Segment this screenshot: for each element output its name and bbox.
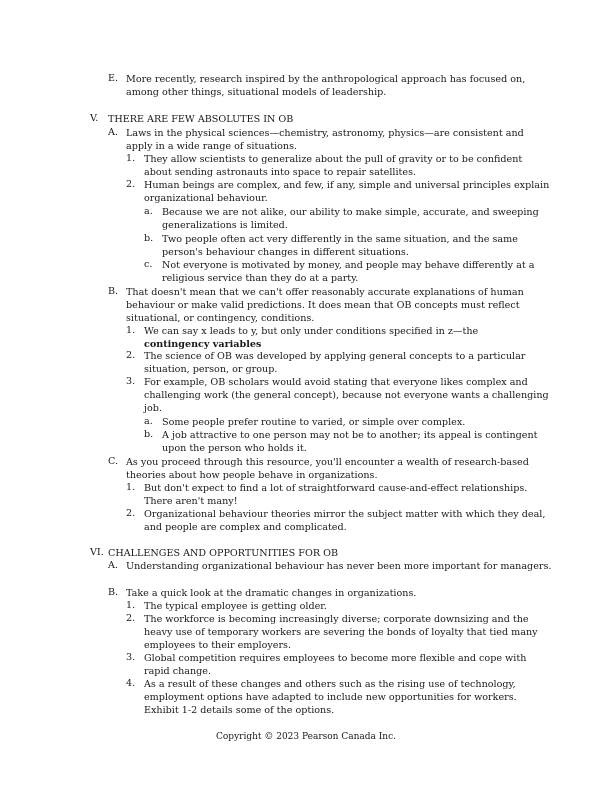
item-marker: 2. bbox=[126, 179, 136, 190]
item-text: Because we are not alike, our ability to make simple, accurate, and sweeping generalizations is limited. bbox=[162, 207, 539, 231]
section-title: THERE ARE FEW ABSOLUTES IN OB bbox=[108, 114, 294, 125]
item-marker: B. bbox=[108, 286, 119, 297]
item-marker: E. bbox=[108, 73, 119, 84]
copyright-footer: Copyright © 2023 Pearson Canada Inc. bbox=[216, 732, 396, 742]
item-marker: a. bbox=[144, 206, 153, 217]
item-text: The workforce is becoming increasingly diverse; corporate downsizing and the heavy use of temporary workers are severing the bonds of loyalty that tied many employees to their employers. bbox=[144, 614, 538, 651]
item-marker: 3. bbox=[126, 376, 136, 387]
item-text: But don't expect to find a lot of straightforward cause-and-effect relationships. There aren't many! bbox=[144, 483, 528, 507]
item-text: Laws in the physical sciences—chemistry, astronomy, physics—are consistent and apply in a wide range of situations. bbox=[126, 128, 524, 152]
item-marker: 2. bbox=[126, 350, 136, 361]
item-marker: 3. bbox=[126, 652, 136, 663]
item-text: Human beings are complex, and few, if any, simple and universal principles explain organizational behaviour. bbox=[144, 180, 550, 204]
item-marker: 4. bbox=[126, 678, 136, 689]
item-marker: 1. bbox=[126, 600, 136, 611]
item-marker: 1. bbox=[126, 153, 136, 164]
item-marker: B. bbox=[108, 587, 119, 598]
item-text: Take a quick look at the dramatic changes in organizations. bbox=[126, 588, 417, 599]
item-text: Global competition requires employees to become more flexible and cope with rapid change. bbox=[144, 653, 527, 677]
item-text: More recently, research inspired by the anthropological approach has focused on, among other things, situational models of leadership. bbox=[126, 74, 526, 98]
section-marker: V. bbox=[90, 113, 99, 124]
item-text: Two people often act very differently in the same situation, and the same person's behaviour changes in different situations. bbox=[162, 234, 518, 258]
item-marker: 1. bbox=[126, 482, 136, 493]
item-marker: A. bbox=[108, 127, 118, 138]
key-term: contingency variables bbox=[144, 339, 262, 350]
item-marker: 2. bbox=[126, 508, 136, 519]
item-text: As you proceed through this resource, you'll encounter a wealth of research-based theories about how people behave in organizations. bbox=[126, 457, 529, 481]
item-text: As a result of these changes and others such as the rising use of technology, employment options have adapted to include new opportunities for workers. Exhibit 1-2 details some of the options. bbox=[144, 679, 517, 716]
item-text: The typical employee is getting older. bbox=[144, 601, 327, 612]
item-text: That doesn't mean that we can't offer reasonably accurate explanations of human behaviour or make valid predictions. It does mean that OB concepts must reflect situational, or contingency, conditions. bbox=[126, 287, 524, 324]
item-text: They allow scientists to generalize about the pull of gravity or to be confident about sending astronauts into space to repair satellites. bbox=[144, 154, 523, 178]
item-text-main: We can say x leads to y, but only under conditions specified in z—the bbox=[144, 326, 479, 337]
section-marker: VI. bbox=[90, 547, 104, 558]
item-marker: 1. bbox=[126, 325, 136, 336]
item-text bbox=[144, 325, 552, 351]
section-title: CHALLENGES AND OPPORTUNITIES FOR OB bbox=[108, 548, 339, 559]
item-text: Not everyone is motivated by money, and people may behave differently at a religious service than they do at a party. bbox=[162, 260, 535, 284]
item-text: Understanding organizational behaviour has never been more important for managers. bbox=[126, 561, 552, 572]
item-marker: b. bbox=[144, 429, 154, 440]
item-marker: 2. bbox=[126, 613, 136, 624]
item-marker: c. bbox=[144, 259, 153, 270]
item-marker: b. bbox=[144, 233, 154, 244]
item-text: Some people prefer routine to varied, or simple over complex. bbox=[162, 417, 466, 428]
item-text: For example, OB scholars would avoid stating that everyone likes complex and challenging work (the general concept), because not everyone wants a challenging job. bbox=[144, 377, 549, 414]
item-text: A job attractive to one person may not be to another; its appeal is contingent upon the person who holds it. bbox=[162, 430, 538, 454]
item-marker: A. bbox=[108, 560, 118, 571]
item-marker: a. bbox=[144, 416, 153, 427]
item-text: The science of OB was developed by applying general concepts to a particular situation, person, or group. bbox=[144, 351, 526, 375]
item-marker: C. bbox=[108, 456, 119, 467]
item-text: Organizational behaviour theories mirror the subject matter with which they deal, and people are complex and complicated. bbox=[144, 509, 546, 533]
